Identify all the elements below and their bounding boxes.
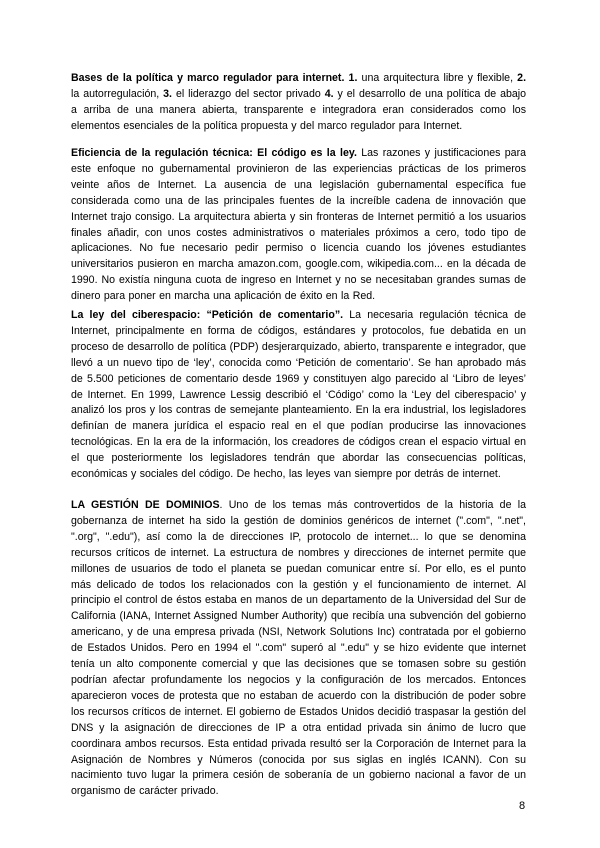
list-number: 4. — [324, 87, 334, 100]
paragraph-heading: La ley del ciberespacio: “Petición de comentario”. — [71, 309, 344, 321]
paragraph-technical-regulation — [71, 146, 526, 305]
paragraph-text: Las razones y justificaciones para este enfoque no gubernamental provinieron de las experiencias prácticas de los primeros veinte años de Internet. La ausencia de una legislación gubernamental específica fue considerada como una de las principales fuentes de la increíble cadena de innovación que Internet trajo consigo. La arquitectura abierta y sin fronteras de Internet permitió a los usuarios finales añadir, con unos costes administrativos o materiales próximos a cero, todo tipo de aplicaciones. No fue necesario pedir permiso o licencia cuando los jóvenes estudiantes universitarios pusieron en marcha amazon.com, google.com, wikipedia.com... en la década de 1990. No existía ninguna cuota de ingreso en Internet y no se necesitaban grandes sumas de dinero para poner en marcha una aplicación de éxito en la Red. — [71, 147, 526, 303]
paragraph-text: el liderazgo del sector privado — [171, 87, 325, 100]
paragraph-text: . Uno de los temas más controvertidos de la historia de la gobernanza de internet ha sido la gestión de dominios genéricos de internet (".com", ".net", ".org", ".edu"), así como la de direcciones IP, protocolo de internet... lo que se denomina recursos críticos de internet. La estructura de nombres y direcciones de internet permite que millones de usuarios de todo el planeta se puedan comunicar entre sí. Por ello, es el punto más delicado de todos los relacionados con la gestión y el funcionamiento de internet. Al principio el control de éstos estaba en manos de un departamento de la Universidad del Sur de California (IANA, Internet Assigned Number Authority) que recibía una subvención del gobierno americano, y de una empresa privada (NSI, Network Solutions Inc) contratada por el gobierno de Estados Unidos. Pero en 1994 el ".com" superó al ".edu" y se hizo evidente que internet tenía un alto componente comercial y que las decisiones que se tomasen sobre su gestión podrían afectar profundamente los negocios y la configuración de los mercados. Entonces aparecieron voces de protesta que no estaban de acuerdo con la distribución de poder sobre los recursos críticos de internet. El gobierno de Estados Unidos decidió traspasar la gestión del DNS y la asignación de direcciones de IP a otra entidad privada sin ánimo de lucro que coordinara ambos recursos. Esta entidad privada resultó ser la Corporación de Internet para la Asignación de Nombres y Números (conocida por sus siglas en inglés ICANN). Con su nacimiento tuvo lugar la primera cesión de soberanía de un gobierno nacional a favor de un organismo de carácter privado. — [71, 499, 527, 798]
paragraph-text: la autorregulación, — [71, 87, 164, 100]
page-number: 8 — [519, 800, 526, 812]
paragraph-policy-bases — [71, 71, 526, 135]
paragraph-heading: LA GESTIÓN DE DOMINIOS — [71, 499, 220, 511]
list-number: 2. — [517, 72, 527, 84]
paragraph-text: y el desarrollo de una política de abajo a arriba de una manera abierta, transparente e integradora eran considerados como los elementos esenciales de la política propuesta y del marco regulador para Internet. — [71, 87, 526, 132]
list-number: 3. — [163, 87, 172, 100]
paragraph-heading: Bases de la política y marco regulador para internet. 1. — [71, 72, 358, 84]
paragraph-text: una arquitectura libre y flexible, — [357, 72, 518, 84]
paragraph-text: La necesaria regulación técnica de Internet, principalmente en forma de códigos, estándares y protocolos, fue debatida en un proceso de desarrollo de política (PDP) desjerarquizado, abierto, transparente e integrador, que llevó a un nuevo tipo de ‘ley’, conocida como ‘Petición de comentario’. Se han aprobado más de 5.500 peticiones de comentario desde 1969 y constituyen algo parecido al ‘Libro de leyes’ de Internet. En 1999, Lawrence Lessig describió el ‘Código’ como la ‘Ley del ciberespacio’ y analizó los pros y los contras de semejante planteamiento. En la era industrial, los legisladores definían de manera jurídica el espacio real en el que podían producirse las innovaciones tecnológicas. En la era de la información, los creadores de códigos crean el espacio virtual en el que posteriormente los legisladores tendrán que abordar las consecuencias políticas, económicas y sociales del código. De hecho, las leyes van siempre por detrás de internet. — [71, 309, 526, 481]
paragraph-cyberspace-law — [71, 308, 526, 483]
paragraph-heading: Eficiencia de la regulación técnica: El código es la ley. — [71, 147, 357, 159]
paragraph-domain-management — [71, 498, 526, 800]
